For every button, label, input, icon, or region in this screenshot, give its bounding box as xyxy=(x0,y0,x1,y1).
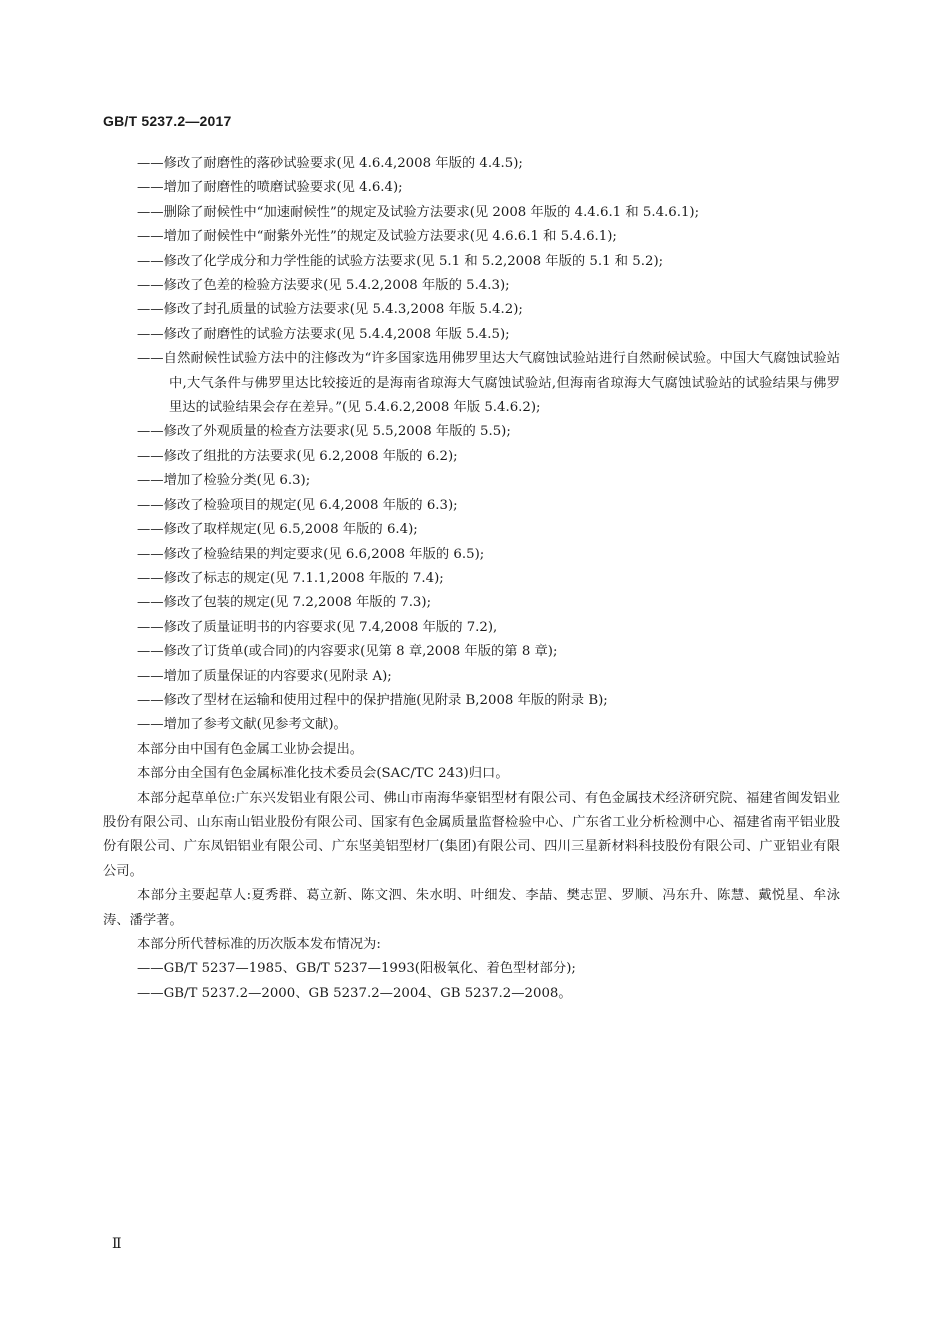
change-item: ——修改了取样规定(见 6.5,2008 年版的 6.4); xyxy=(137,522,418,538)
change-item: ——修改了外观质量的检查方法要求(见 5.5,2008 年版的 5.5); xyxy=(137,424,511,440)
change-item: ——修改了型材在运输和使用过程中的保护措施(见附录 B,2008 年版的附录 B); xyxy=(137,692,608,708)
change-item: ——修改了检验项目的规定(见 6.4,2008 年版的 6.3); xyxy=(137,497,458,513)
change-item: ——修改了耐磨性的试验方法要求(见 5.4.4,2008 年版 5.4.5); xyxy=(137,326,510,342)
history-intro-paragraph: 本部分所代替标准的历次版本发布情况为: xyxy=(137,937,381,952)
proposer-paragraph: 本部分由中国有色金属工业协会提出。 xyxy=(137,741,364,757)
standard-code-header: GB/T 5237.2—2017 xyxy=(103,113,232,129)
document-body xyxy=(103,152,840,1006)
change-item: ——修改了色差的检验方法要求(见 5.4.2,2008 年版的 5.4.3); xyxy=(137,278,510,294)
change-item: ——修改了耐磨性的落砂试验要求(见 4.6.4,2008 年版的 4.4.5); xyxy=(137,156,523,171)
change-item: ——修改了质量证明书的内容要求(见 7.4,2008 年版的 7.2), xyxy=(137,619,498,635)
change-item: ——修改了包装的规定(见 7.2,2008 年版的 7.3); xyxy=(137,595,432,611)
change-item: ——修改了化学成分和力学性能的试验方法要求(见 5.1 和 5.2,2008 年版的 5.1 和 5.2); xyxy=(137,253,664,269)
history-item: ——GB/T 5237.2—2000、GB 5237.2—2004、GB 5237.2—2008。 xyxy=(137,985,572,1001)
committee-paragraph: 本部分由全国有色金属标准化技术委员会(SAC/TC 243)归口。 xyxy=(137,766,509,782)
change-item: ——增加了检验分类(见 6.3); xyxy=(137,473,311,489)
change-item-weathering-note: ——自然耐候性试验方法中的注修改为“许多国家选用佛罗里达大气腐蚀试验站进行自然耐候试验。中国大气腐蚀试验站中,大气条件与佛罗里达比较接近的是海南省琼海大气腐蚀试验站,但海南省琼海大气腐蚀试验站的试验结果与佛罗里达的试验结果会存在差异。”(见 5.4.6.2,2008 年版 5.4.6.2); xyxy=(137,351,840,416)
change-item: ——增加了参考文献(见参考文献)。 xyxy=(137,717,347,733)
drafting-units-paragraph: 本部分起草单位:广东兴发铝业有限公司、佛山市南海华豪铝型材有限公司、有色金属技术经济研究院、福建省闽发铝业股份有限公司、山东南山铝业股份有限公司、国家有色金属质量监督检验中心、广东省工业分析检测中心、福建省南平铝业股份有限公司、广东凤铝铝业有限公司、广东坚美铝型材厂(集团)有限公司、四川三星新材料科技股份有限公司、广亚铝业有限公司。 xyxy=(103,790,840,879)
change-item: ——修改了检验结果的判定要求(见 6.6,2008 年版的 6.5); xyxy=(137,546,485,562)
change-item: ——修改了订货单(或合同)的内容要求(见第 8 章,2008 年版的第 8 章); xyxy=(137,644,558,660)
drafters-paragraph: 本部分主要起草人:夏秀群、葛立新、陈文泗、朱水明、叶细发、李喆、樊志罡、罗顺、冯东升、陈慧、戴悦星、牟泳涛、潘学著。 xyxy=(103,888,840,928)
page-number: Ⅱ xyxy=(112,1236,122,1252)
change-item: ——删除了耐候性中“加速耐候性”的规定及试验方法要求(见 2008 年版的 4.4.6.1 和 5.4.6.1); xyxy=(137,204,700,220)
change-item: ——修改了组批的方法要求(见 6.2,2008 年版的 6.2); xyxy=(137,448,458,464)
change-item: ——增加了耐候性中“耐紫外光性”的规定及试验方法要求(见 4.6.6.1 和 5.4.6.1); xyxy=(137,229,617,245)
change-item: ——增加了质量保证的内容要求(见附录 A); xyxy=(137,668,392,684)
change-item: ——修改了封孔质量的试验方法要求(见 5.4.3,2008 年版 5.4.2); xyxy=(137,302,523,318)
change-item: ——修改了标志的规定(见 7.1.1,2008 年版的 7.4); xyxy=(137,570,444,586)
history-item: ——GB/T 5237—1985、GB/T 5237—1993(阳极氧化、着色型材部分); xyxy=(137,961,576,977)
change-item: ——增加了耐磨性的喷磨试验要求(见 4.6.4); xyxy=(137,180,403,196)
